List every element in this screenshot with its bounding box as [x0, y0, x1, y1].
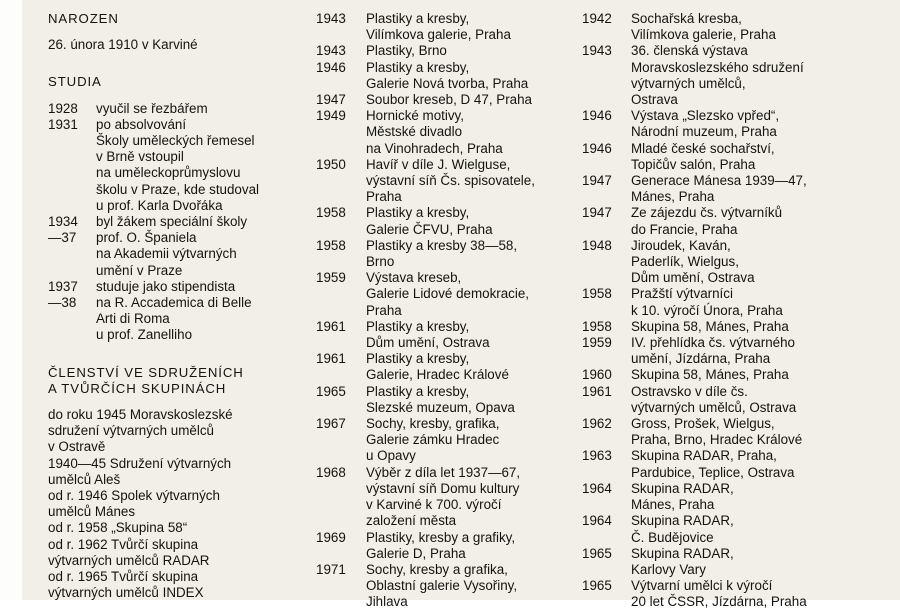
entry-text [631, 11, 900, 43]
entry-year: 1943 [582, 43, 612, 59]
entry-text-line: Výstava „Slezsko vpřed“, [631, 108, 780, 124]
membership-line: umělců Mánes [48, 504, 136, 520]
entry-text [631, 546, 900, 578]
entry-text [631, 578, 900, 610]
entry-row [582, 416, 900, 448]
entry-text [366, 60, 558, 92]
entry-text-line: Skupina RADAR, Praha, [631, 448, 777, 464]
entry-row [316, 92, 558, 108]
membership-line: 1940—45 Sdružení výtvarných [48, 455, 232, 471]
entry-year: 1958 [316, 205, 346, 221]
column-solo-exhibitions [288, 0, 558, 610]
entry-text-line: v Brně vstoupil [96, 149, 184, 165]
entry-year: 1928 [48, 100, 78, 116]
entry-text [366, 11, 558, 43]
entry-text [366, 108, 558, 157]
entry-text-line: Plastiky a kresby, [366, 11, 470, 26]
entry-text-line: Ze zájezdu čs. výtvarníků [631, 205, 783, 221]
entry-text-line: Skupina 58, Mánes, Praha [631, 318, 789, 334]
entry-text-line: Národní muzeum, Praha [631, 124, 777, 140]
entry-row [316, 157, 558, 206]
entry-year: 1971 [316, 561, 346, 577]
entry-year: 1946 [316, 59, 346, 75]
entry-year: 1963 [582, 448, 612, 464]
entry-row [316, 351, 558, 383]
entry-text-line: po absolvování [96, 116, 187, 132]
entry-row [316, 465, 558, 530]
entry-text-line: byl žákem speciální školy [96, 214, 248, 230]
entry-text [366, 157, 558, 206]
entry-row [582, 448, 900, 480]
entry-year: 1950 [316, 156, 346, 172]
entry-text-line: výstavní síň Domu kultury [366, 480, 520, 496]
entry-text-line: Gross, Prošek, Wielgus, [631, 416, 775, 432]
entry-row [316, 319, 558, 351]
entry-text-line: výstavní síň Čs. spisovatele, [366, 173, 535, 189]
spacer [48, 53, 288, 74]
membership-line: výtvarných umělců INDEX [48, 585, 204, 601]
entry-year: 1947 [316, 92, 346, 108]
entry-text-line: založení města [366, 513, 457, 529]
entry-text [96, 295, 288, 344]
entry-row [48, 230, 288, 279]
heading-studia: STUDIA [48, 74, 102, 90]
entry-text-line: Generace Mánesa 1939—47, [631, 173, 807, 189]
entry-text [366, 205, 558, 237]
entry-text [631, 335, 900, 367]
entry-text [96, 101, 288, 117]
entry-text-line: umění, Jízdárna, Praha [631, 351, 771, 367]
entry-text-line: Vilímkova galerie, Praha [366, 27, 511, 43]
entry-row [316, 562, 558, 611]
entry-year: 1943 [316, 43, 346, 59]
entry-year: 1965 [316, 383, 346, 399]
entry-text-line: Praha, Brno, Hradec Králové [631, 432, 803, 448]
entry-year: 1958 [582, 318, 612, 334]
column-group-exhibitions [558, 0, 900, 610]
entry-year: 1949 [316, 108, 346, 124]
entry-text-line: 20 let ČSSR, Jízdárna, Praha [631, 594, 807, 610]
entry-text [631, 108, 900, 140]
entry-text-line: u Opavy [366, 448, 416, 464]
entry-text-line: výtvarných umělců, Ostrava [631, 399, 797, 415]
membership-line: umělců Aleš [48, 471, 121, 487]
entry-year: 1965 [582, 578, 612, 594]
entry-row [582, 367, 900, 383]
entry-year: 1947 [582, 205, 612, 221]
entry-text [366, 351, 558, 383]
entry-year: 1960 [582, 367, 612, 383]
entry-row [582, 205, 900, 237]
entry-year: 1958 [316, 237, 346, 253]
entry-text-line: do Francie, Praha [631, 221, 738, 237]
entry-year: 1964 [582, 480, 612, 496]
entry-year: 1968 [316, 464, 346, 480]
entry-text-line: Mánes, Praha [631, 497, 715, 513]
spacer [48, 344, 288, 365]
entry-row [48, 101, 288, 117]
membership-list [48, 407, 288, 601]
entry-year: 1967 [316, 416, 346, 432]
entry-text [631, 319, 900, 335]
entry-text-line: Moravskoslezského sdružení [631, 59, 804, 75]
entry-text-line: Dům umění, Ostrava [631, 270, 755, 286]
heading-membership-line2: A TVŮRČÍCH SKUPINÁCH [48, 380, 227, 396]
entry-text [631, 481, 900, 513]
entry-text-line: Galerie Lidové demokracie, [366, 286, 530, 302]
entry-year: 1959 [582, 335, 612, 351]
entry-text [366, 43, 558, 59]
entry-text-line: Plastiky, Brno [366, 43, 447, 59]
entry-row [582, 384, 900, 416]
entry-row [582, 546, 900, 578]
entry-text-line: Výběr z díla let 1937—67, [366, 464, 521, 480]
membership-line: od r. 1958 „Skupina 58“ [48, 520, 188, 536]
entry-text-line: Sochy, kresby, grafika, [366, 416, 500, 432]
entry-year: 1947 [582, 173, 612, 189]
entry-year: —38 [48, 295, 77, 311]
entry-year: 1962 [582, 416, 612, 432]
entry-text-line: v Karviné k 700. výročí [366, 497, 502, 513]
entry-row [582, 141, 900, 173]
entry-year: 1948 [582, 237, 612, 253]
entry-text-line: na uměleckoprůmyslovu [96, 165, 241, 181]
entry-text [366, 384, 558, 416]
entry-text-line: Brno [366, 254, 395, 270]
entry-text [366, 270, 558, 319]
entry-text-line: Skupina RADAR, [631, 480, 734, 496]
entry-text-line: Galerie D, Praha [366, 545, 466, 561]
entry-text-line: 36. členská výstava [631, 43, 748, 59]
born-date-line: 26. února 1910 v Karviné [48, 37, 198, 53]
heading-narozen: NAROZEN [48, 11, 119, 26]
entry-text [631, 448, 900, 480]
entry-row [316, 530, 558, 562]
entry-row [48, 295, 288, 344]
entry-row [316, 60, 558, 92]
entry-row [316, 416, 558, 465]
entry-text [96, 214, 288, 230]
entry-row [48, 117, 288, 214]
entry-text-line: Paderlík, Wielgus, [631, 254, 739, 270]
membership-line: do roku 1945 Moravskoslezské [48, 407, 233, 423]
entry-text [366, 416, 558, 465]
entry-text-line: umění v Praze [96, 262, 183, 278]
entry-text [366, 465, 558, 530]
studies-list [48, 101, 288, 344]
entry-text-line: Plastiky, kresby a grafiky, [366, 529, 516, 545]
entry-row [582, 238, 900, 287]
entry-text-line: Praha [366, 189, 402, 205]
column-biography [0, 0, 288, 600]
entry-row [316, 270, 558, 319]
entry-text [96, 279, 288, 295]
entry-text-line: Praha [366, 302, 402, 318]
entry-row [582, 481, 900, 513]
entry-text-line: Karlovy Vary [631, 561, 706, 577]
entry-year: 1961 [582, 383, 612, 399]
entry-year: 1937 [48, 278, 78, 294]
membership-line: od r. 1946 Spolek výtvarných [48, 488, 220, 504]
entry-text-line: Oblastní galerie Vysořiny, [366, 578, 518, 594]
entry-text-line: Pražští výtvarníci [631, 286, 733, 302]
entry-year: 1934 [48, 214, 78, 230]
entry-text-line: na Vinohradech, Praha [366, 140, 503, 156]
entry-text-line: Slezské muzeum, Opava [366, 399, 515, 415]
spacer [48, 91, 288, 101]
entry-text-line: výtvarných umělců, [631, 75, 746, 91]
entry-text-line: Výstava kreseb, [366, 270, 462, 286]
entry-text [631, 141, 900, 173]
entry-text-line: Plastiky a kresby, [366, 383, 470, 399]
entry-text [631, 367, 900, 383]
entry-text [366, 92, 558, 108]
entry-text [366, 238, 558, 270]
entry-text-line: Arti di Roma [96, 311, 170, 327]
entry-text-line: Dům umění, Ostrava [366, 335, 490, 351]
entry-text-line: na Akademii výtvarných [96, 246, 237, 262]
entry-text [96, 117, 288, 214]
entry-text-line: Vilímkova galerie, Praha [631, 27, 776, 43]
entry-year: 1969 [316, 529, 346, 545]
entry-text-line: Galerie Nová tvorba, Praha [366, 75, 529, 91]
entry-text-line: Skupina RADAR, [631, 545, 734, 561]
entry-text-line: studuje jako stipendista [96, 278, 236, 294]
entry-row [582, 11, 900, 43]
entry-text [631, 513, 900, 545]
entry-text-line: Skupina RADAR, [631, 513, 734, 529]
heading-membership-line1: ČLENSTVÍ VE SDRUŽENÍCH [48, 364, 244, 380]
entry-year: 1946 [582, 108, 612, 124]
spacer [48, 397, 288, 407]
entry-text-line: Jihlava [366, 594, 408, 610]
entry-row [48, 214, 288, 230]
entry-text-line: IV. přehlídka čs. výtvarného [631, 335, 796, 351]
entry-row [582, 43, 900, 108]
entry-year: —37 [48, 230, 77, 246]
entry-year: 1943 [316, 11, 346, 26]
entry-text [366, 319, 558, 351]
entry-text [631, 416, 900, 448]
entry-text [631, 43, 900, 108]
entry-text [631, 384, 900, 416]
entry-text [631, 238, 900, 287]
entry-row [582, 319, 900, 335]
entry-year: 1958 [582, 286, 612, 302]
entry-year: 1946 [582, 140, 612, 156]
entry-text-line: prof. O. Španiela [96, 230, 197, 246]
entry-row [582, 286, 900, 318]
entry-text-line: Galerie, Hradec Králové [366, 367, 509, 383]
entry-text-line: školu v Praze, kde studoval [96, 181, 260, 197]
entry-text-line: Výtvarní umělci k výročí [631, 578, 773, 594]
entry-text-line: Jiroudek, Kaván, [631, 237, 731, 253]
membership-line: od r. 1965 Tvůrčí skupina [48, 569, 199, 585]
entry-text-line: Školy uměleckých řemesel [96, 133, 255, 149]
entry-text-line: Plastiky a kresby, [366, 59, 470, 75]
entry-text-line: u prof. Zanelliho [96, 327, 193, 343]
entry-year: 1942 [582, 11, 612, 26]
entry-year: 1965 [582, 545, 612, 561]
entry-text-line: Plastiky a kresby, [366, 318, 470, 334]
entry-text-line: u prof. Karla Dvořáka [96, 197, 223, 213]
entry-text-line: Sochařská kresba, [631, 11, 742, 26]
entry-text [631, 173, 900, 205]
entry-text-line: k 10. výročí Února, Praha [631, 302, 783, 318]
entry-row [582, 173, 900, 205]
entry-row [582, 513, 900, 545]
entry-text-line: Galerie zámku Hradec [366, 432, 500, 448]
entry-year: 1959 [316, 270, 346, 286]
entry-text [366, 562, 558, 611]
entry-text-line: na R. Accademica di Belle [96, 295, 252, 311]
entry-year: 1961 [316, 351, 346, 367]
entry-row [316, 11, 558, 43]
entry-text-line: Ostrava [631, 92, 678, 108]
entry-text-line: Galerie ČFVU, Praha [366, 221, 493, 237]
entry-text-line: Soubor kreseb, D 47, Praha [366, 92, 532, 108]
entry-text-line: Sochy, kresby a grafika, [366, 561, 508, 577]
membership-line: výtvarných umělců RADAR [48, 552, 210, 568]
spacer [48, 27, 288, 37]
entry-text [366, 530, 558, 562]
entry-row [582, 108, 900, 140]
entry-text-line: Havíř v díle J. Wielguse, [366, 156, 511, 172]
entry-text-line: Mladé české sochařství, [631, 140, 775, 156]
entry-row [316, 205, 558, 237]
membership-line: v Ostravě [48, 439, 106, 455]
entry-text-line: Pardubice, Teplice, Ostrava [631, 464, 795, 480]
entry-text-line: Mánes, Praha [631, 189, 715, 205]
solo-exhibitions-list [316, 11, 558, 611]
entry-text [631, 205, 900, 237]
entry-row [316, 43, 558, 59]
entry-text-line: Plastiky a kresby 38—58, [366, 237, 518, 253]
entry-text [631, 286, 900, 318]
entry-text-line: Městské divadlo [366, 124, 463, 140]
entry-text-line: Skupina 58, Mánes, Praha [631, 367, 789, 383]
entry-text-line: Plastiky a kresby, [366, 351, 470, 367]
entry-text-line: Hornické motivy, [366, 108, 464, 124]
entry-text-line: Ostravsko v díle čs. [631, 383, 748, 399]
entry-text [96, 230, 288, 279]
entry-row [582, 335, 900, 367]
entry-row [316, 108, 558, 157]
entry-text-line: Plastiky a kresby, [366, 205, 470, 221]
entry-row [582, 578, 900, 610]
entry-row [48, 279, 288, 295]
membership-line: sdružení výtvarných umělců [48, 423, 214, 439]
entry-row [316, 238, 558, 270]
entry-text-line: Topičův salón, Praha [631, 156, 756, 172]
entry-year: 1961 [316, 318, 346, 334]
entry-text-line: vyučil se řezbářem [96, 100, 208, 116]
group-exhibitions-list [582, 11, 900, 611]
entry-text-line: Č. Budějovice [631, 529, 714, 545]
membership-line: od r. 1962 Tvůrčí skupina [48, 536, 199, 552]
entry-row [316, 384, 558, 416]
entry-year: 1931 [48, 116, 78, 132]
entry-year: 1964 [582, 513, 612, 529]
